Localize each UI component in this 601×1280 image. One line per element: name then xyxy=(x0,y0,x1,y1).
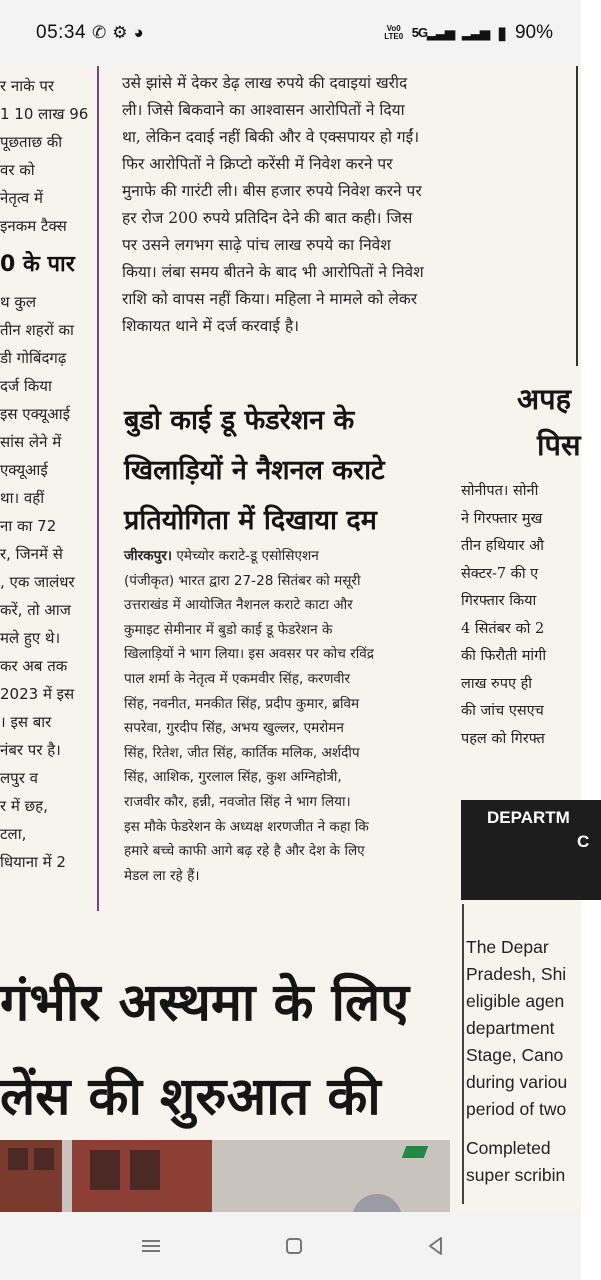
photo-window-pane xyxy=(90,1150,120,1190)
photo-window-pane xyxy=(8,1148,28,1170)
story-line: खिलाड़ियों ने भाग लिया। इस अवसर पर कोच रविंद्र xyxy=(124,646,375,663)
right-line: सेक्टर-7 की ए xyxy=(461,565,539,582)
notice-title-2: C xyxy=(577,832,590,851)
left-line: मले हुए थे। xyxy=(0,629,61,647)
home-button[interactable] xyxy=(280,1232,308,1260)
notice-line: period of two xyxy=(466,1099,567,1119)
department-notice-body xyxy=(466,934,586,1189)
notice-title: DEPARTM xyxy=(487,808,570,827)
text-line: राशि को वापस नहीं किया। महिला ने मामले को लेकर xyxy=(122,290,418,308)
left-line: वर को xyxy=(0,161,35,179)
left-line: तीन शहरों का xyxy=(0,321,74,339)
dateline: जीरकपुर। xyxy=(124,548,173,564)
left-line: , एक जालंधर xyxy=(0,573,75,591)
right-line: सोनीपत। सोनी xyxy=(461,483,539,499)
left-line: र नाके पर xyxy=(0,77,55,95)
story-line: सिंह, आशिक, गुरलाल सिंह, कुश अग्निहोत्री, xyxy=(124,769,342,786)
big-headline-line: लेंस की शुरुआत की xyxy=(0,1067,381,1127)
text-line: उसे झांसे में देकर डेढ़ लाख रुपये की दवाइयां खरीद xyxy=(122,74,408,92)
story-text: एमेच्योर कराटे-डू एसोसिएशन xyxy=(172,548,319,564)
department-notice-header xyxy=(461,800,601,900)
right-line: ने गिरफ्तार मुख xyxy=(461,510,543,527)
story-line: मेडल ला रहे हैं। xyxy=(124,867,200,884)
headline-line: प्रतियोगिता में दिखाया दम xyxy=(124,505,377,536)
notice-line: Completed xyxy=(466,1138,551,1158)
story-line: हमारे बच्चे काफी आगे बढ़ रहे है और देश के लिए xyxy=(124,843,365,860)
left-line: नंबर पर है। xyxy=(0,741,61,759)
navigation-bar xyxy=(0,1212,581,1280)
left-line: सांस लेने में xyxy=(0,433,62,451)
notification-app-icon: ◕ xyxy=(133,23,144,42)
right-line: तीन हथियार औ xyxy=(461,538,544,554)
story-line: सपरेवा, गुरदीप सिंह, अभय खुल्लर, एमरोमन xyxy=(124,720,344,737)
notice-border xyxy=(462,904,464,1204)
left-heading: 0 के पार xyxy=(0,252,75,277)
text-line: किया। लंबा समय बीतने के बाद भी आरोपितों ने निवेश xyxy=(122,263,424,281)
newspaper-page[interactable] xyxy=(0,66,590,1212)
left-line: इनकम टैक्स xyxy=(0,217,67,235)
text-line: शिकायत थाने में दर्ज करवाई है। xyxy=(122,317,300,335)
left-line: नेतृत्व में xyxy=(0,189,43,207)
story-line: सिंह, नवनीत, मनकीत सिंह, प्रदीप कुमार, ब्रविम xyxy=(124,695,360,712)
left-line: 1 10 लाख 96 xyxy=(0,105,89,123)
notice-line: Pradesh, Shi xyxy=(466,964,567,984)
story-line xyxy=(124,544,439,569)
story-line: सिंह, रितेश, जीत सिंह, कार्तिक मलिक, अर्शदीप xyxy=(124,744,360,761)
recent-apps-icon xyxy=(142,1237,160,1255)
photo-window-pane xyxy=(34,1148,54,1170)
back-button[interactable] xyxy=(422,1232,450,1260)
text-line: था, लेकिन दवाई नहीं बिकी और वे एक्सपायर हो गईं। xyxy=(122,128,420,146)
story-line: उत्तराखंड में आयोजित नैशनल कराटे काटा और xyxy=(124,597,353,614)
logo-leaf-icon xyxy=(402,1146,428,1158)
story-line: इस मौके फेडरेशन के अध्यक्ष शरणजीत ने कहा कि xyxy=(124,818,369,835)
top-article-text xyxy=(122,70,548,340)
recent-apps-button[interactable] xyxy=(137,1232,165,1260)
news-photo xyxy=(0,1140,450,1212)
right-line: लाख रुपए ही xyxy=(461,675,533,692)
notice-line: Stage, Cano xyxy=(466,1045,564,1065)
left-line: कर अब तक xyxy=(0,657,68,675)
status-right xyxy=(384,22,553,44)
whatsapp-icon: ✆ xyxy=(92,23,107,42)
battery-icon: ▮ xyxy=(497,22,507,43)
notice-line: during variou xyxy=(466,1072,568,1092)
right-headline-line: पिस xyxy=(537,428,581,462)
back-icon xyxy=(426,1236,446,1256)
notice-line: department xyxy=(466,1018,555,1038)
right-headline-line: अपह xyxy=(517,382,572,416)
right-column-article xyxy=(461,376,581,753)
story-line: राजवीर कौर, हन्नी, नवजोत सिंह ने भाग लिया। xyxy=(124,793,351,810)
text-line: मुनाफे की गारंटी ली। बीस हजार रुपये निवेश करने पर xyxy=(122,182,422,200)
left-line: र, जिनमें से xyxy=(0,545,63,563)
signal-icon: ▂▃▅ xyxy=(462,25,490,40)
column-divider-right xyxy=(576,66,578,366)
network-type: 5G▂▃▅ xyxy=(411,25,455,40)
karate-headline xyxy=(124,396,454,546)
text-line: पर उसने लगभग साढ़े पांच लाख रुपये का निवेश xyxy=(122,236,391,254)
left-line: धियाना में 2 xyxy=(0,853,66,871)
headline-line: खिलाड़ियों ने नैशनल कराटे xyxy=(124,455,385,486)
right-line: की जांच एसएच xyxy=(461,703,544,719)
story-line: कुमाइट सेमीनार में बुडो काई डू फेडरेशन के xyxy=(124,621,333,638)
right-line: की फिरौती मांगी xyxy=(461,648,547,664)
karate-story xyxy=(124,544,439,888)
left-line: 2023 में इस xyxy=(0,685,75,703)
left-line: दर्ज किया xyxy=(0,377,52,395)
home-icon xyxy=(286,1238,302,1254)
asthma-headline xyxy=(0,956,460,1144)
status-left xyxy=(36,22,144,44)
left-line: इस एक्यूआई xyxy=(0,405,70,423)
right-line: गिरफ्तार किया xyxy=(461,593,537,609)
story-line: पाल शर्मा के नेतृत्व में एकमवीर सिंह, करणवीर xyxy=(124,670,351,687)
left-line: पूछताछ की xyxy=(0,133,63,151)
left-line: टला, xyxy=(0,825,27,843)
left-line: र में छह, xyxy=(0,797,48,815)
text-line: ली। जिसे बिकवाने का आश्वासन आरोपितों ने दिया xyxy=(122,101,405,119)
big-headline-line: गंभीर अस्थमा के लिए xyxy=(0,973,410,1033)
status-bar xyxy=(0,0,581,66)
left-line: ना का 72 xyxy=(0,517,57,535)
volte-icon: Vo0 LTE0 xyxy=(384,24,404,41)
notice-line: eligible agen xyxy=(466,991,565,1011)
text-line: फिर आरोपितों ने क्रिप्टो करेंसी में निवेश करने पर xyxy=(122,155,393,173)
headline-line: बुडो काई डू फेडरेशन के xyxy=(124,405,355,436)
photo-window-pane xyxy=(130,1150,160,1190)
settings-icon: ⚙ xyxy=(112,23,128,42)
left-line: था। वहीं xyxy=(0,489,45,507)
left-line: । इस बार xyxy=(0,713,52,731)
left-line: लपुर व xyxy=(0,769,38,787)
left-line: एक्यूआई xyxy=(0,461,48,479)
right-line: 4 सितंबर को 2 xyxy=(461,620,545,637)
right-text xyxy=(461,478,581,753)
right-line: पहल को गिरफ्त xyxy=(461,730,545,747)
story-line: (पंजीकृत) भारत द्वारा 27-28 सितंबर को मसूरी xyxy=(124,572,361,589)
column-divider xyxy=(97,66,99,911)
left-line: थ कुल xyxy=(0,293,37,311)
left-column-article xyxy=(0,72,96,876)
text-line: हर रोज 200 रुपये प्रतिदिन देने की बात कही। जिस xyxy=(122,209,413,227)
left-line: डी गोबिंदगढ़ xyxy=(0,349,67,367)
battery-percent: 90% xyxy=(514,22,553,43)
clock: 05:34 xyxy=(36,22,87,43)
notice-line: The Depar xyxy=(466,937,549,957)
left-line: करें, तो आज xyxy=(0,601,71,619)
notice-line: super scribin xyxy=(466,1165,566,1185)
